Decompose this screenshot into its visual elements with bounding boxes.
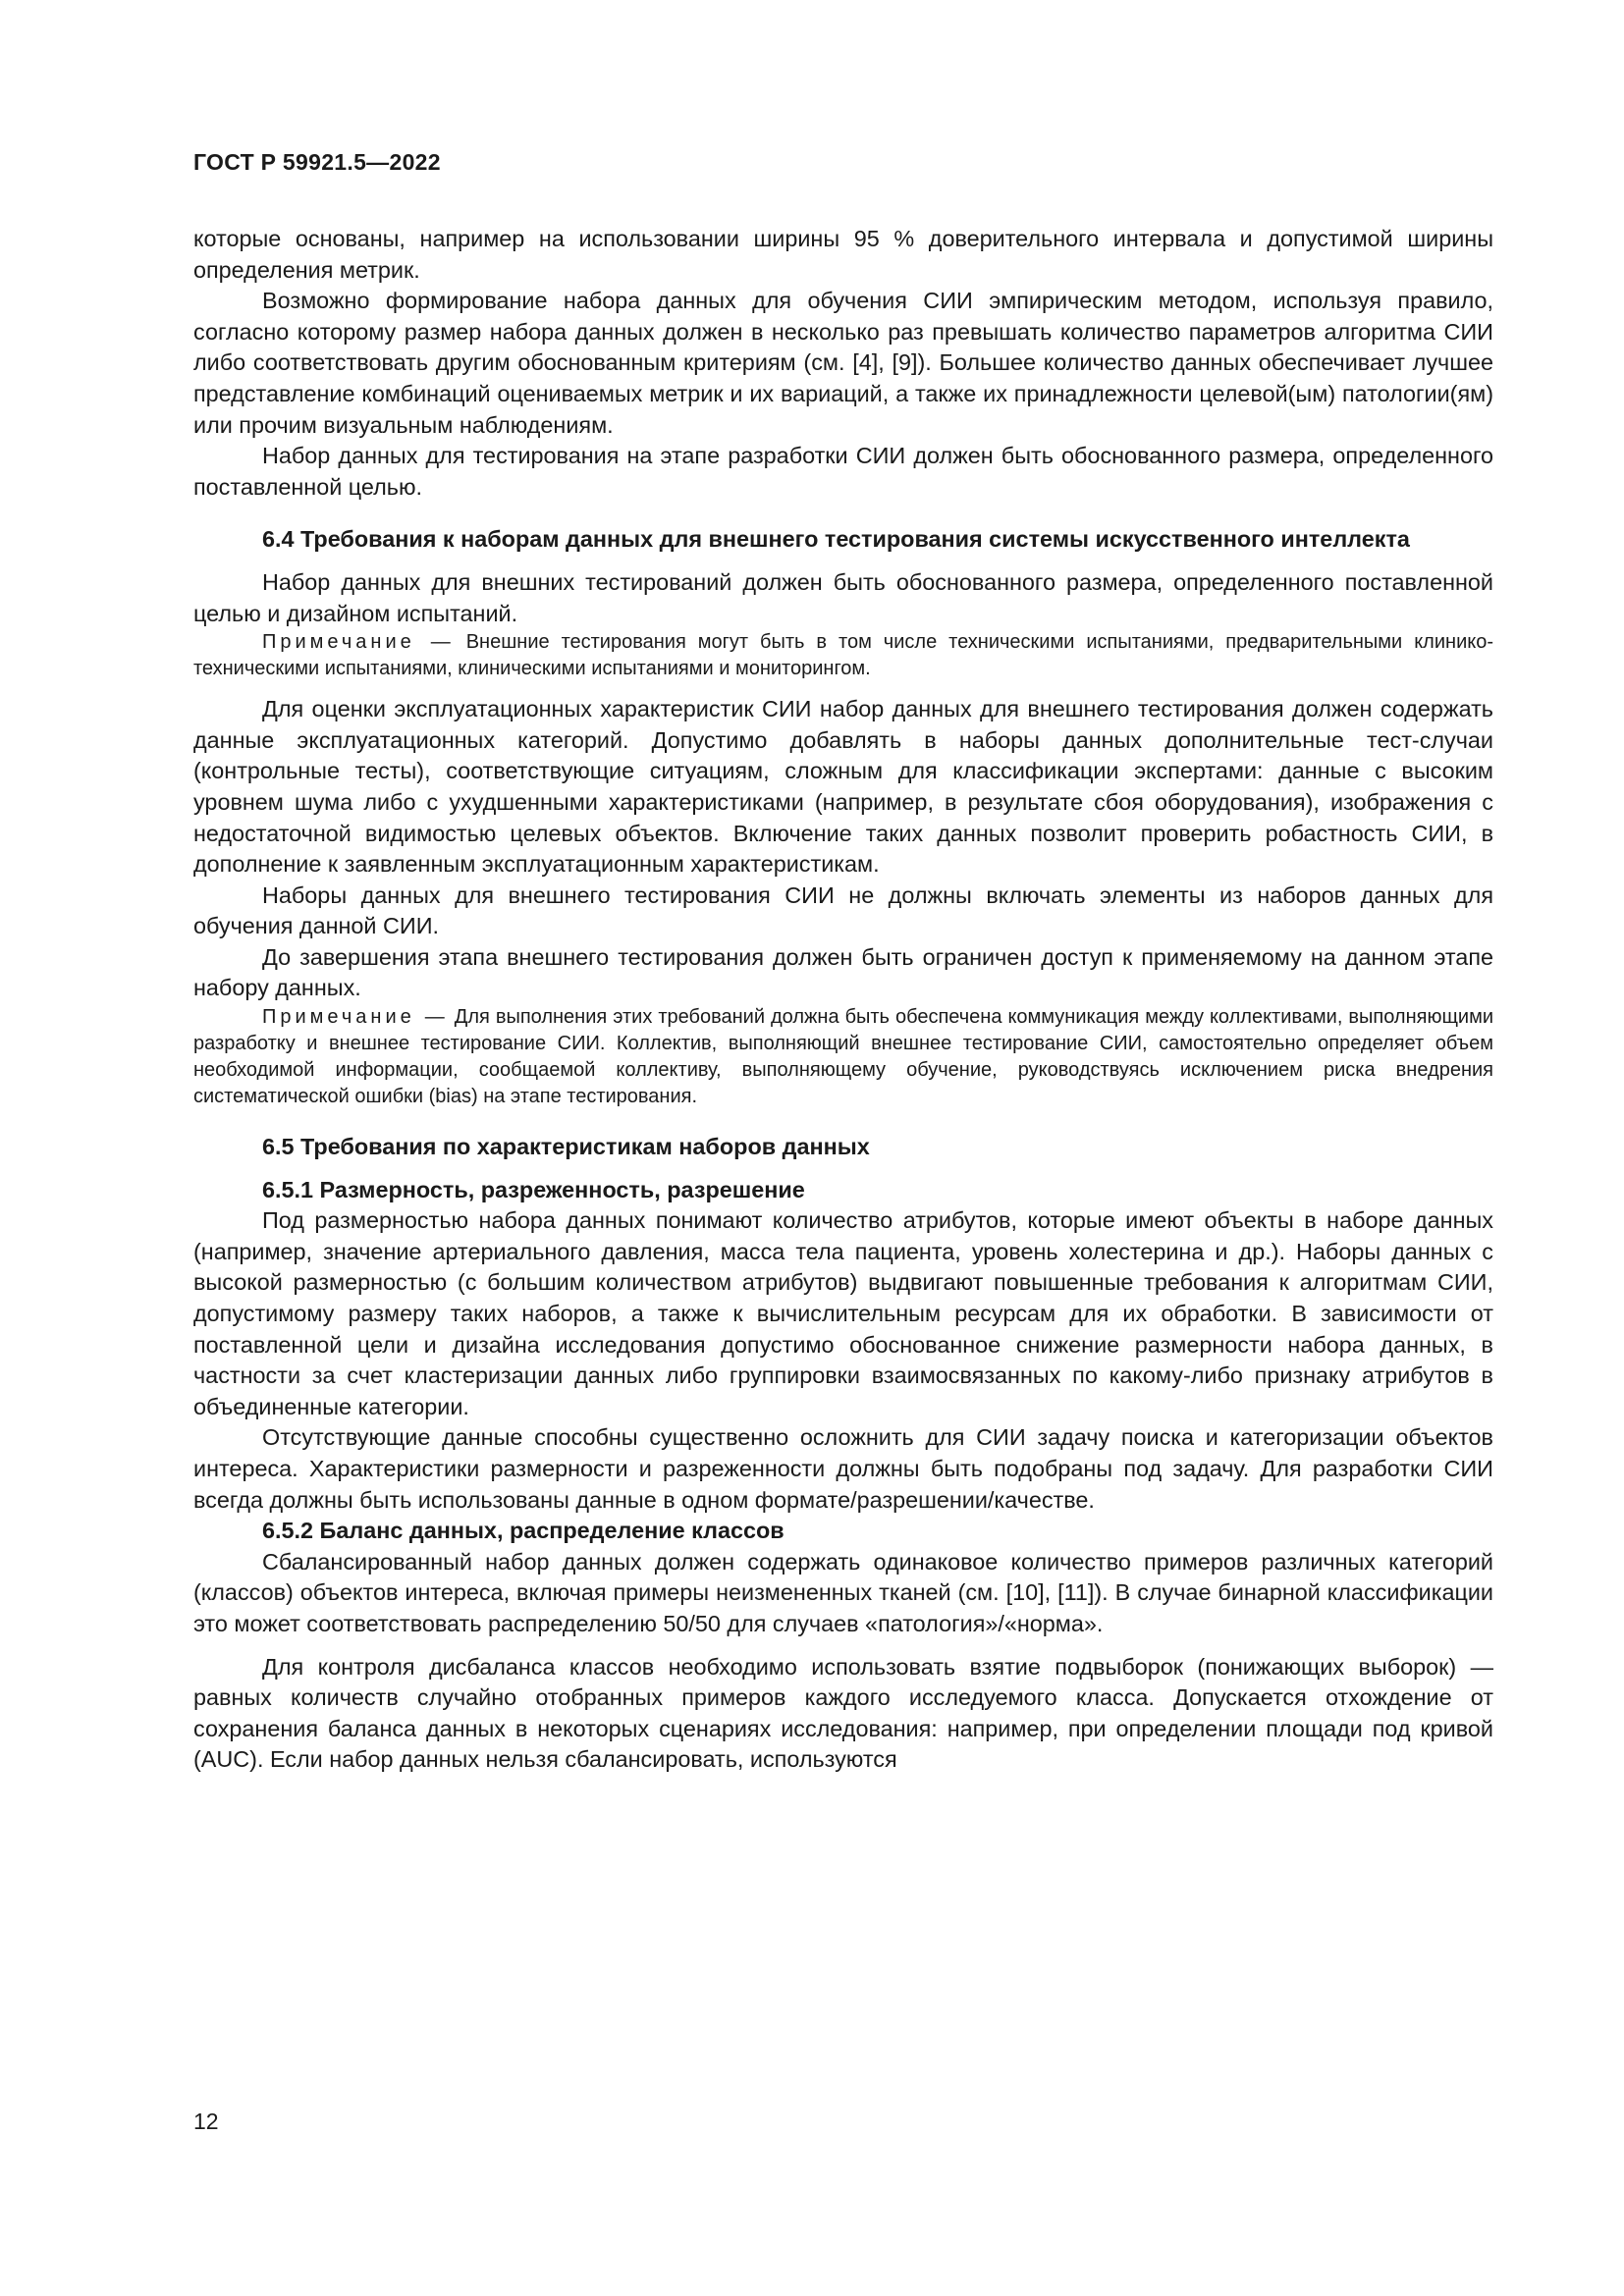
paragraph: Возможно формирование набора данных для обучения СИИ эмпирическим методом, используя правило, согласно которому размер набора данных должен в несколько раз превышать количество параметров алгоритма СИИ либо соответствовать другим обоснованным критериям (см. [4], [9]). Большее количество данных обеспечивает лучшее представление комбинаций оцениваемых метрик и их вариаций, а также их принадлежности целевой(ым) патологии(ям) или прочим визуальным наблюдениям. xyxy=(193,288,1493,438)
document-page xyxy=(193,0,1493,2296)
paragraph: Набор данных для тестирования на этапе разработки СИИ должен быть обоснованного размера, определенного поставленной целью. xyxy=(193,443,1493,500)
document-body xyxy=(193,224,1493,1776)
note xyxy=(193,1004,1493,1110)
paragraph: которые основаны, например на использовании ширины 95 % доверительного интервала и допустимой ширины определения метрик. xyxy=(193,226,1493,283)
paragraph: Сбалансированный набор данных должен содержать одинаковое количество примеров различных категорий (классов) объектов интереса, включая примеры неизмененных тканей (см. [10], [11]). В случае бинарной классификации это может соответствовать распределению 50/50 для случаев «патология»/«норма». xyxy=(193,1548,1493,1636)
paragraph: Под размерностью набора данных понимают количество атрибутов, которые имеют объекты в наборе данных (например, значение артериального давления, масса тела пациента, уровень холестерина и др.). Наборы данных с высокой размерностью (с большим количеством атрибутов) выдвигают повышенные требования к алгоритмам СИИ, допустимому размеру таких наборов, а также к вычислительным ресурсам для их обработки. В зависимости от поставленной цели и дизайна исследования допустимо обоснованное снижение размерности набора данных, в частности за счет кластеризации данных либо группировки взаимосвязанных по какому-либо признаку атрибутов в объединенные категории. xyxy=(193,1207,1493,1419)
paragraph: Наборы данных для внешнего тестирования СИИ не должны включать элементы из наборов данных для обучения данной СИИ. xyxy=(193,881,1493,939)
section-heading-6-4: 6.4 Требования к наборам данных для внешнего тестирования системы искусственного интеллекта xyxy=(262,526,1410,553)
paragraph: Набор данных для внешних тестирований должен быть обоснованного размера, определенного поставленной целью и дизайном испытаний. xyxy=(193,568,1493,626)
section-heading-6-5: 6.5 Требования по характеристикам наборов данных xyxy=(262,1134,870,1160)
subsection-heading-6-5-2: 6.5.2 Баланс данных, распределение классов xyxy=(262,1518,785,1544)
note-label: Примечание — xyxy=(262,1006,449,1029)
paragraph: Для контроля дисбаланса классов необходимо использовать взятие подвыборок (понижающих выборок) — равных количеств случайно отобранных примеров каждого исследуемого класса. Допускается отхождение от сохранения баланса данных в некоторых сценариях исследования: например, при определении площади под кривой (AUC). Если набор данных нельзя сбалансировать, используются xyxy=(193,1653,1493,1773)
paragraph: Для оценки эксплуатационных характеристик СИИ набор данных для внешнего тестирования должен содержать данные эксплуатационных категорий. Допустимо добавлять в наборы данных дополнительные тест-случаи (контрольные тесты), соответствующие ситуациям, сложным для классификации экспертами: данные с высоким уровнем шума либо с ухудшенными характеристиками (например, в результате сбоя оборудования), изображения с недостаточной видимостью целевых объектов. Включение таких данных позволит проверить робастность СИИ, в дополнение к заявленным эксплуатационным характеристикам. xyxy=(193,696,1493,878)
paragraph: Отсутствующие данные способны существенно осложнить для СИИ задачу поиска и категоризации объектов интереса. Характеристики размерности и разреженности должны быть подобраны под задачу. Для разработки СИИ всегда должны быть использованы данные в одном формате/разрешении/качестве. xyxy=(193,1424,1493,1513)
note-label: Примечание — xyxy=(262,631,455,654)
note-text: Внешние тестирования могут быть в том числе техническими испытаниями, предварительными клинико-техническими испытаниями, клиническими испытаниями и мониторингом. xyxy=(193,631,1493,680)
note-text: Для выполнения этих требований должна быть обеспечена коммуникация между коллективами, выполняющими разработку и внешнее тестирование СИИ. Коллектив, выполняющий внешнее тестирование СИИ, самостоятельно определяет объем необходимой информации, сообщаемой коллективу, выполняющему обучение, руководствуясь исключением риска внедрения систематической ошибки (bias) на этапе тестирования. xyxy=(193,1006,1494,1108)
note xyxy=(193,629,1493,682)
subsection-heading-6-5-1: 6.5.1 Размерность, разреженность, разрешение xyxy=(262,1176,805,1202)
document-header: ГОСТ Р 59921.5—2022 xyxy=(193,149,441,175)
page-number: 12 xyxy=(193,2109,219,2134)
paragraph: До завершения этапа внешнего тестирования должен быть ограничен доступ к применяемому на данном этапе набору данных. xyxy=(193,943,1493,1001)
